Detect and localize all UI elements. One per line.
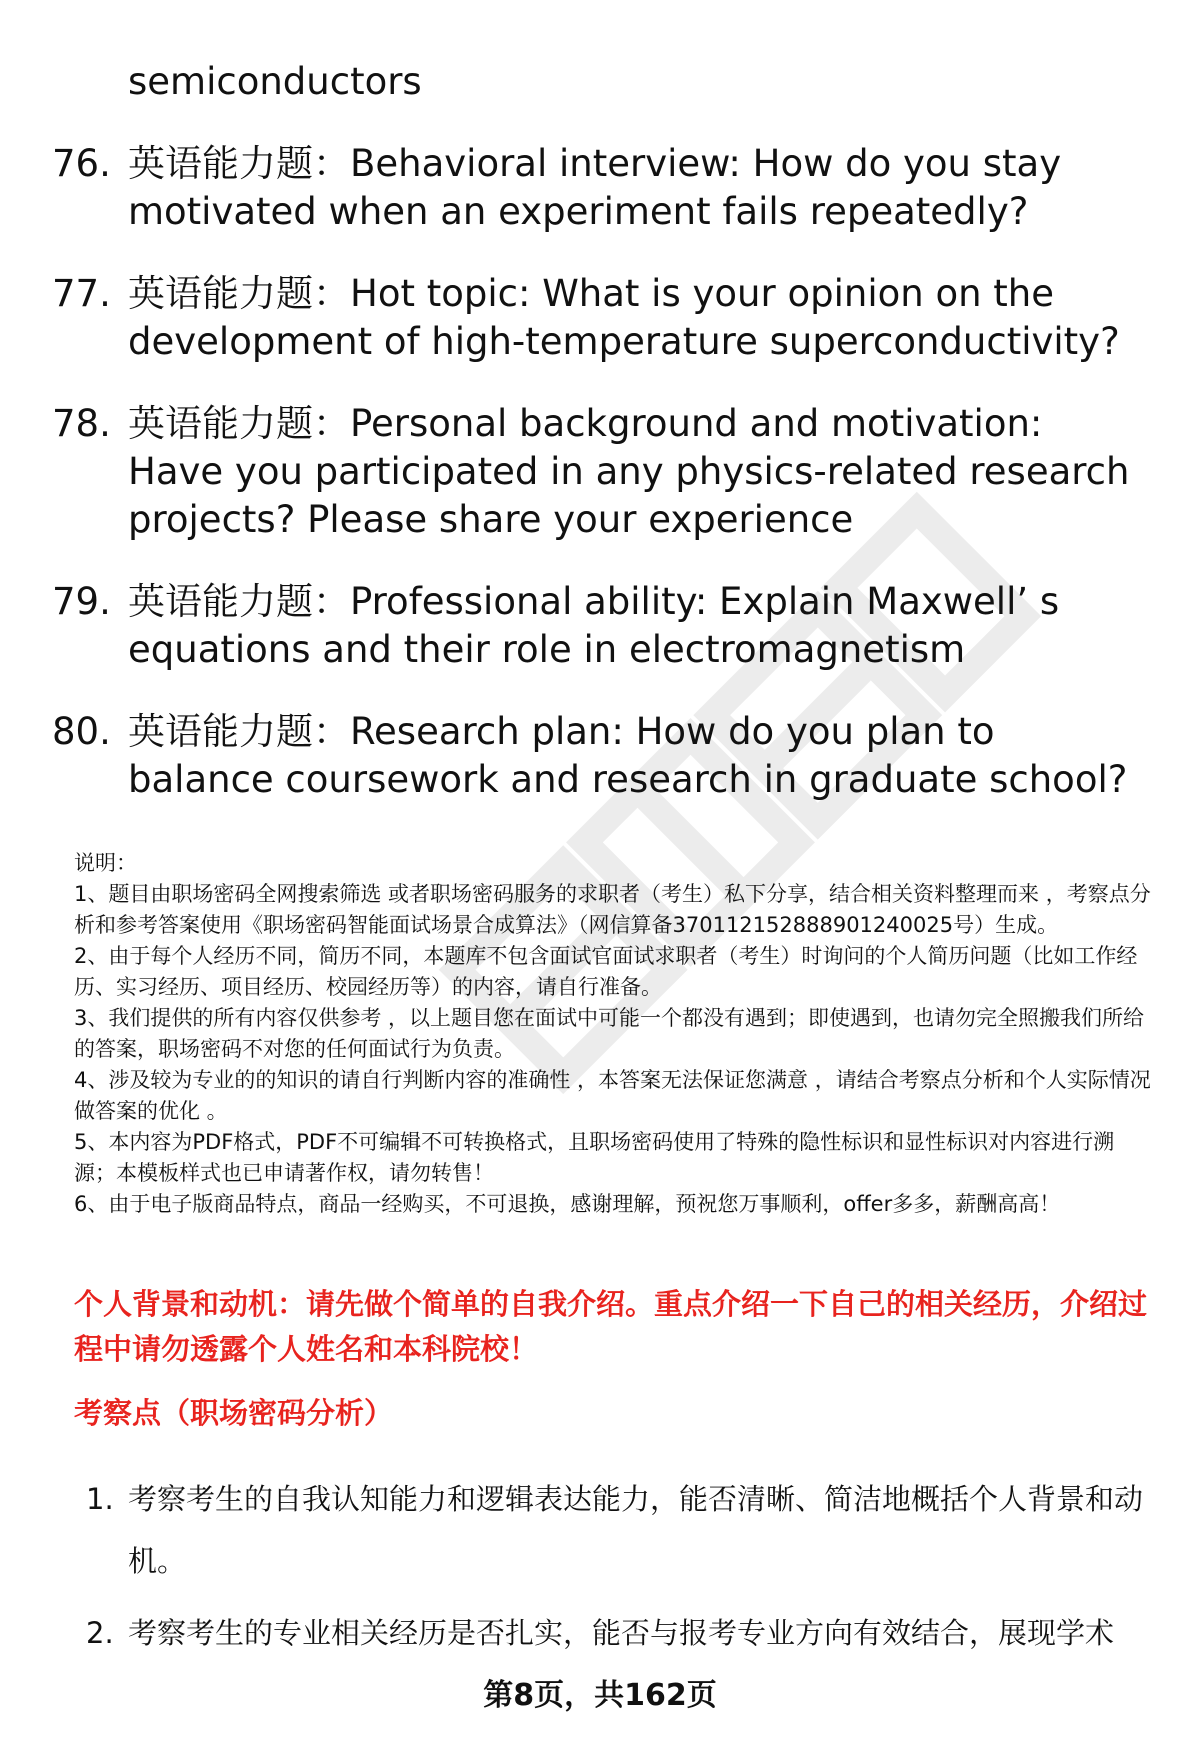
question-continuation: semiconductors bbox=[128, 60, 422, 103]
section-question-heading: 个人背景和动机：请先做个简单的自我介绍。重点介绍一下自己的相关经历，介绍过程中请勿透露个人姓名和本科院校！ bbox=[74, 1287, 1148, 1366]
question-number: 77. bbox=[52, 272, 111, 315]
analysis-text: 考察考生的专业相关经历是否扎实，能否与报考专业方向有效结合，展现学术 bbox=[128, 1616, 1115, 1650]
note-item: 2、由于每个人经历不同，简历不同，本题库不包含面试官面试求职者（考生）时询问的个人简历问题（比如工作经历、实习经历、项目经历、校园经历等）的内容，请自行准备。 bbox=[74, 944, 1138, 999]
page-footer: 第8页，共162页 bbox=[483, 1678, 717, 1713]
question-list bbox=[0, 140, 1200, 838]
list-item bbox=[0, 270, 1200, 366]
list-item bbox=[0, 400, 1200, 544]
question-number: 76. bbox=[52, 142, 111, 185]
note-item: 5、本内容为PDF格式，PDF不可编辑不可转换格式，且职场密码使用了特殊的隐性标识和显性标识对内容进行溯源；本模板样式也已申请著作权，请勿转售！ bbox=[74, 1130, 1115, 1185]
list-item bbox=[0, 578, 1200, 674]
notes-title: 说明： bbox=[74, 851, 137, 875]
note-item: 6、由于电子版商品特点，商品一经购买，不可退换，感谢理解，预祝您万事顺利，offer多多，薪酬高高！ bbox=[74, 1192, 1061, 1216]
question-text: 英语能力题：Hot topic: What is your opinion on the development of high-temperature superconductivity? bbox=[128, 272, 1120, 363]
notes-section bbox=[74, 848, 1154, 1220]
question-number: 80. bbox=[52, 710, 111, 753]
list-item bbox=[0, 1468, 1200, 1592]
analysis-number: 2. bbox=[86, 1616, 114, 1650]
question-number: 79. bbox=[52, 580, 111, 623]
question-text: 英语能力题：Behavioral interview: How do you stay motivated when an experiment fails repeatedly? bbox=[128, 142, 1062, 233]
question-text: 英语能力题：Personal background and motivation: Have you participated in any physics-related research projects? Please share your experience bbox=[128, 402, 1130, 541]
note-item: 1、题目由职场密码全网搜索筛选 或者职场密码服务的求职者（考生）私下分享，结合相关资料整理而来 ，考察点分析和参考答案使用《职场密码智能面试场景合成算法》（网信算备370112152888901240025号）生成。 bbox=[74, 882, 1151, 937]
list-item bbox=[0, 708, 1200, 804]
note-item: 4、涉及较为专业的的知识的请自行判断内容的准确性 ，本答案无法保证您满意 ，请结合考察点分析和个人实际情况做答案的优化 。 bbox=[74, 1068, 1151, 1123]
analysis-text: 考察考生的自我认知能力和逻辑表达能力，能否清晰、简洁地概括个人背景和动机。 bbox=[128, 1482, 1144, 1578]
note-item: 3、我们提供的所有内容仅供参考 ，以上题目您在面试中可能一个都没有遇到；即使遇到，也请勿完全照搬我们所给的答案，职场密码不对您的任何面试行为负责。 bbox=[74, 1006, 1145, 1061]
analysis-list bbox=[0, 1468, 1200, 1674]
analysis-number: 1. bbox=[86, 1482, 114, 1516]
question-text: 英语能力题：Professional ability: Explain Maxwell’ s equations and their role in electromagnetism bbox=[128, 580, 1060, 671]
list-item bbox=[0, 140, 1200, 236]
section-subheading: 考察点（职场密码分析） bbox=[74, 1396, 394, 1430]
question-number: 78. bbox=[52, 402, 111, 445]
list-item bbox=[0, 1602, 1200, 1664]
question-text: 英语能力题：Research plan: How do you plan to balance coursework and research in graduate school? bbox=[128, 710, 1128, 801]
